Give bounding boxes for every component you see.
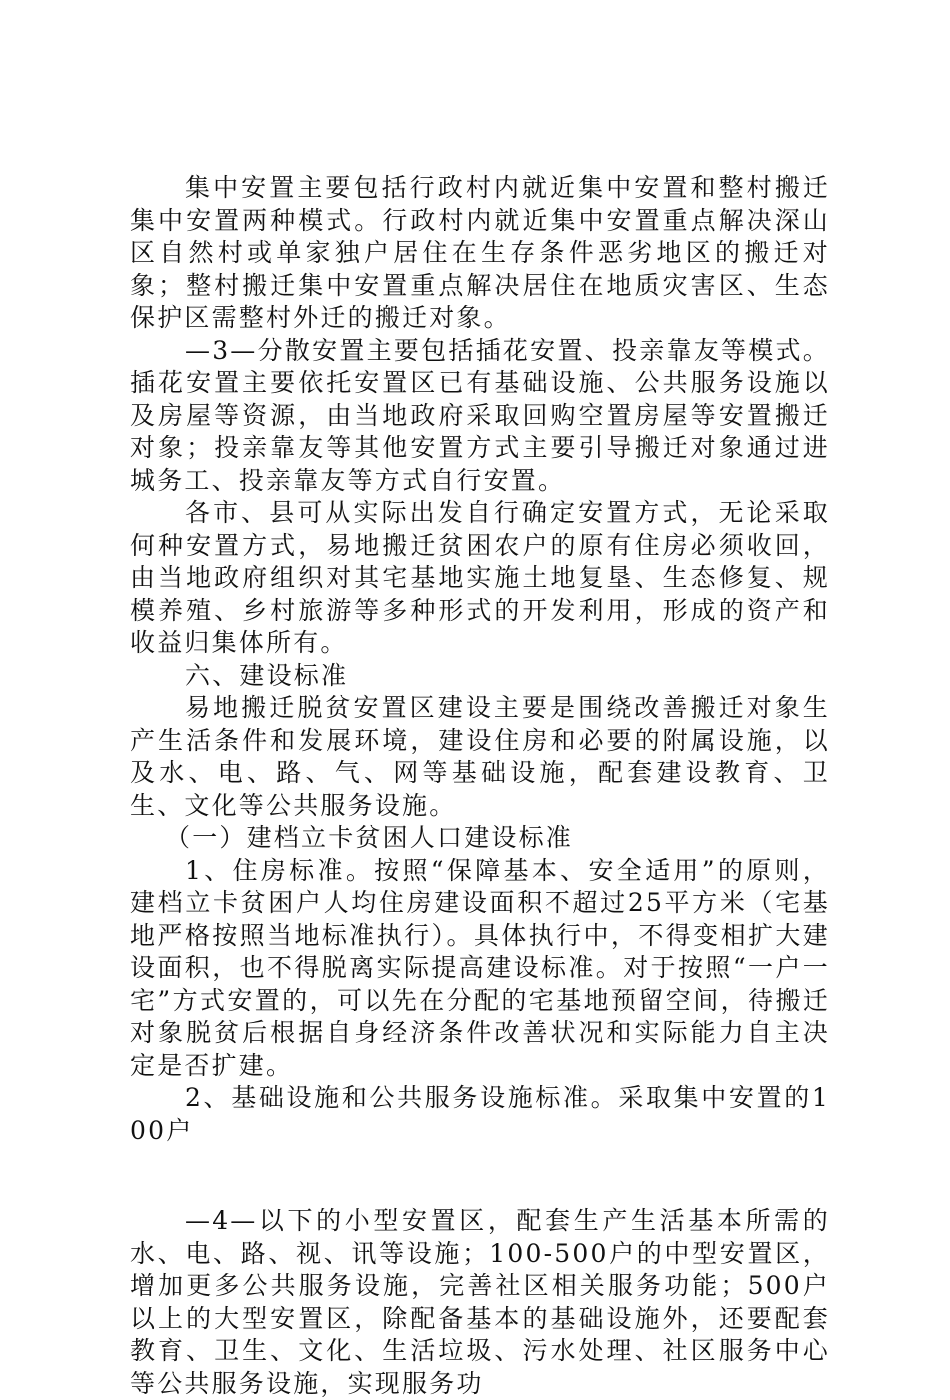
paragraph-section-intro: 易地搬迁脱贫安置区建设主要是围绕改善搬迁对象生产生活条件和发展环境，建设住房和必要的附属设施，以及水、电、路、气、网等基础设施，配套建设教育、卫生、文化等公共服务设施。	[130, 693, 830, 820]
paragraph-centralized-resettlement: 集中安置主要包括行政村内就近集中安置和整村搬迁集中安置两种模式。行政村内就近集中安置重点解决深山区自然村或单家独户居住在生存条件恶劣地区的搬迁对象；整村搬迁集中安置重点解决居住在地质灾害区、生态保护区需整村外迁的搬迁对象。	[130, 173, 830, 332]
document-page	[130, 172, 830, 1400]
paragraph-infrastructure-standard: 2、基础设施和公共服务设施标准。采取集中安置的100户	[130, 1083, 830, 1145]
subsection-heading: （一）建档立卡贫困人口建设标准	[165, 823, 574, 852]
page-break-gap	[130, 1147, 830, 1205]
paragraph-resettlement-method: 各市、县可从实际出发自行确定安置方式，无论采取何种安置方式，易地搬迁贫困农户的原有住房必须收回，由当地政府组织对其宅基地实施土地复垦、生态修复、规模养殖、乡村旅游等多种形式的开发利用，形成的资产和收益归集体所有。	[130, 498, 830, 657]
paragraph-scattered-resettlement: —3—分散安置主要包括插花安置、投亲靠友等模式。插花安置主要依托安置区已有基础设施、公共服务设施以及房屋等资源，由当地政府采取回购空置房屋等安置搬迁对象；投亲靠友等其他安置方式主要引导搬迁对象通过进城务工、投亲靠友等方式自行安置。	[130, 335, 830, 495]
paragraph-continuation: —4—以下的小型安置区，配套生产生活基本所需的水、电、路、视、讯等设施；100-500户的中型安置区，增加更多公共服务设施，完善社区相关服务功能；500户以上的大型安置区，除配备基本的基础设施外，还要配套教育、卫生、文化、生活垃圾、污水处理、社区服务中心等公共服务设施，实现服务功	[130, 1206, 830, 1398]
paragraph-housing-standard: 1、住房标准。按照“保障基本、安全适用”的原则，建档立卡贫困户人均住房建设面积不超过25平方米（宅基地严格按照当地标准执行）。具体执行中，不得变相扩大建设面积，也不得脱离实际提高建设标准。对于按照“一户一宅”方式安置的，可以先在分配的宅基地预留空间，待搬迁对象脱贫后根据自身经济条件改善状况和实际能力自主决定是否扩建。	[130, 855, 830, 1080]
section-heading: 六、建设标准	[185, 660, 349, 690]
